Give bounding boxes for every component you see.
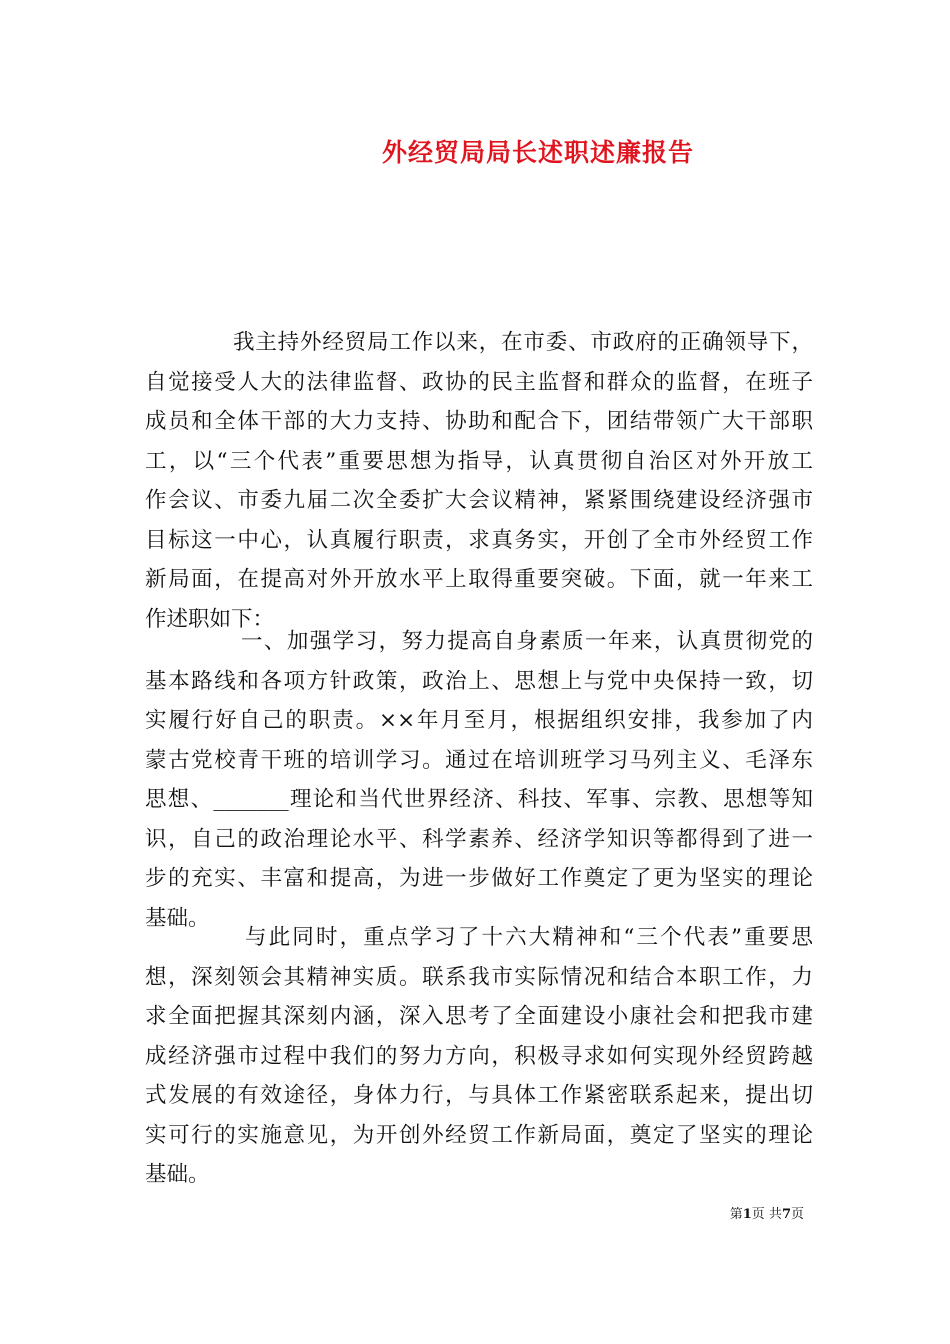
paragraph-1	[145, 323, 813, 639]
paragraph-line: 新局面，在提高对外开放水平上取得重要突破。下面，就一年来工	[145, 567, 813, 592]
paragraph-line: 基础。	[145, 905, 210, 931]
paragraph-line: 成员和全体干部的大力支持、协助和配合下，团结带领广大干部职	[145, 409, 813, 434]
paragraph-line: 识，自己的政治理论水平、科学素养、经济学知识等都得到了进一	[145, 826, 813, 852]
paragraph-line: 作述职如下：	[145, 606, 275, 632]
paragraph-line: 实履行好自己的职责。××年月至月，根据组织安排，我参加了内	[145, 708, 813, 733]
paragraph-line: 自觉接受人大的法律监督、政协的民主监督和群众的监督，在班子	[145, 369, 813, 395]
paragraph-line: 式发展的有效途径，身体力行，与具体工作紧密联系起来，提出切	[145, 1083, 813, 1108]
document-title: 外经贸局局长述职述廉报告	[381, 138, 694, 167]
paragraph-line: 工，以“三个代表”重要思想为指导，认真贯彻自治区对外开放工	[145, 448, 813, 474]
footer-suffix: 页	[790, 1207, 804, 1222]
paragraph-3	[145, 918, 813, 1195]
page-number-footer	[730, 1203, 804, 1222]
total-pages-number: 7	[781, 1207, 791, 1222]
paragraph-line: 成经济强市过程中我们的努力方向，积极寻求如何实现外经贸跨越	[145, 1043, 813, 1069]
paragraph-line: 与此同时，重点学习了十六大精神和“三个代表”重要思	[245, 925, 813, 950]
paragraph-line: 作会议、市委九届二次全委扩大会议精神，紧紧围绕建设经济强市	[145, 488, 813, 513]
paragraph-line: 步的充实、丰富和提高，为进一步做好工作奠定了更为坚实的理论	[145, 866, 813, 891]
footer-prefix: 第	[729, 1207, 743, 1222]
paragraph-2	[145, 622, 813, 938]
paragraph-line: 我主持外经贸局工作以来，在市委、市政府的正确领导下，	[233, 330, 813, 355]
paragraph-line: 求全面把握其深刻内涵，深入思考了全面建设小康社会和把我市建	[145, 1004, 813, 1029]
paragraph-line: 基础。	[145, 1162, 210, 1187]
paragraph-line: 基本路线和各项方针政策，政治上、思想上与党中央保持一致，切	[145, 668, 813, 694]
paragraph-line: 蒙古党校青干班的培训学习。通过在培训班学习马列主义、毛泽东	[145, 747, 813, 773]
paragraph-line: 目标这一中心，认真履行职责，求真务实，开创了全市外经贸工作	[145, 527, 813, 553]
paragraph-line: 想，深刻领会其精神实质。联系我市实际情况和结合本职工作，力	[145, 964, 813, 990]
paragraph-line: 思想、_______理论和当代世界经济、科技、军事、宗教、思想等知	[145, 787, 813, 812]
paragraph-line: 一、加强学习，努力提高自身素质一年来，认真贯彻党的	[241, 629, 813, 654]
current-page-number: 1	[742, 1207, 752, 1222]
paragraph-line: 实可行的实施意见，为开创外经贸工作新局面，奠定了坚实的理论	[145, 1122, 813, 1148]
footer-middle: 页 共	[751, 1207, 782, 1222]
